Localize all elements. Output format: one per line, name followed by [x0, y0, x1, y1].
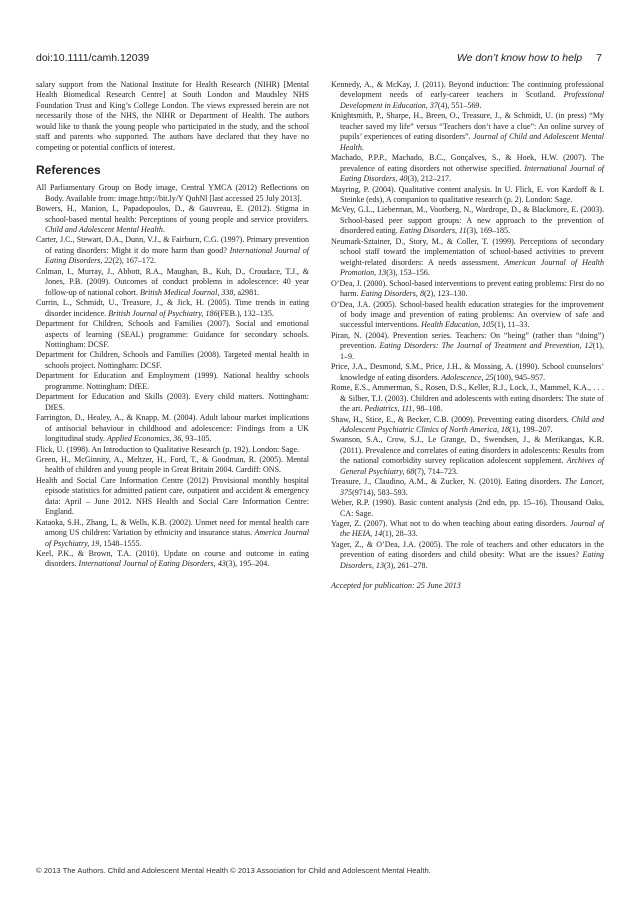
reference-journal: International Journal of Eating Disorders, 43	[78, 559, 226, 569]
reference-item	[36, 549, 309, 570]
reference-item	[36, 298, 309, 319]
reference-pages: .	[162, 224, 165, 234]
reference-journal: Eating Disorders, 11	[399, 226, 467, 236]
reference-item	[331, 362, 604, 383]
reference-item	[331, 80, 604, 111]
reference-item	[36, 518, 309, 549]
reference-pages: (7), 714–723.	[414, 466, 459, 476]
reference-list-right	[331, 80, 604, 571]
reference-text: O’Dea, J. (2000). School-based interventions to prevent eating problems: First do no harm.	[331, 278, 604, 299]
reference-item	[331, 498, 604, 519]
reference-text: Price, J.A., Desmond, S.M., Price, J.H., & Mossing, A. (1990). School counselors’ knowledge of eating disorders.	[331, 362, 604, 382]
reference-text: Department for Children, Schools and Families (2008). Targeted mental health in schools project. Nottingham: DCSF.	[36, 350, 309, 370]
reference-item	[36, 413, 309, 444]
reference-item	[331, 185, 604, 206]
right-column	[331, 80, 604, 592]
reference-item	[36, 183, 309, 204]
reference-item	[36, 445, 309, 455]
reference-pages: , 98–108.	[412, 404, 443, 414]
reference-journal: Child and Adolescent Mental Health	[45, 224, 163, 234]
reference-journal: Journal of the HEIA, 14	[340, 519, 604, 539]
reference-text: Keel, P.K., & Brown, T.A. (2010). Update on course and outcome in eating disorders.	[36, 549, 309, 569]
reference-item	[331, 540, 604, 571]
reference-text: Kataoka, S.H., Zhang, L, & Wells, K.B. (2002). Unmet need for mental health care among US children: Variation by ethnicity and insurance status.	[36, 517, 309, 538]
reference-journal: America Journal of Psychiatry, 19	[45, 528, 309, 548]
reference-text: Piran, N. (2004). Prevention series. Teachers: On “being” (rather than “doing”) prevention.	[331, 330, 604, 351]
reference-text: Yager, Z. (2007). What not to do when teaching about eating disorders.	[331, 519, 570, 529]
reference-item	[36, 371, 309, 392]
reference-journal: International Journal of Eating Disorders, 40	[340, 163, 604, 184]
reference-item	[36, 455, 309, 476]
reference-text: Farrington, D., Healey, A., & Knapp, M. (2004). Adult labour market implications of antisocial behaviour in childhood and adolescence: Findings from a UK longitudinal study.	[36, 413, 309, 444]
reference-text: Flick, U. (1998). An Introduction to Qualitative Research (p. 192). London: Sage.	[36, 444, 300, 454]
left-column	[36, 80, 309, 570]
reference-text: Treasure, J., Claudino, A.M., & Zucker, N. (2010). Eating disorders.	[331, 477, 565, 487]
reference-journal: Eating Disorders, 8	[360, 289, 424, 299]
reference-journal: American Journal of Health Promotion, 13	[340, 257, 605, 278]
reference-text: Weber, R.P. (1990). Basic content analysis (2nd edn, pp. 15–16). Thousand Oaks, CA: Sage.	[331, 498, 604, 518]
reference-item	[331, 300, 604, 331]
reference-journal: Eating Disorders, 13	[340, 550, 604, 570]
accepted-date: Accepted for publication: 25 June 2013	[331, 581, 461, 591]
reference-pages: (3), 212–217.	[407, 174, 452, 184]
reference-pages: (100), 945–957.	[493, 372, 546, 382]
reference-text: Shaw, H., Stice, E., & Becker, C.B. (2009). Preventing eating disorders.	[331, 414, 572, 424]
reference-item	[331, 519, 604, 540]
reference-pages: (3), 153–156.	[386, 268, 430, 278]
reference-journal: Pediatrics, 111	[364, 404, 413, 414]
reference-pages: , 93–105.	[181, 434, 212, 444]
reference-pages: (1), 199–207.	[509, 424, 553, 434]
reference-pages: (2), 123–130.	[423, 289, 468, 299]
reference-text: Health and Social Care Information Centre (2012) Provisional monthly hospital episode statistics for admitted patient care, outpatient and accident & emergency data: April – June 2012. NHS Health and Social Care Information Centre: England.	[36, 475, 309, 517]
reference-text: Kennedy, A., & McKay, J. (2011). Beyond induction: The continuing professional development needs of early-career teachers in Scotland.	[331, 80, 604, 100]
reference-journal: Eating Disorders: The Journal of Treatment and Prevention, 12	[379, 341, 593, 351]
running-title: We don’t know how to help	[456, 52, 583, 64]
reference-pages: (1), 28–33.	[382, 529, 418, 539]
reference-text: Swanson, S.A., Crow, S.J., Le Grange, D., Swendsen, J., & Merikangas, K.R. (2011). Prevalence and correlates of eating disorders in adolescents: Results from the national comorbidity survey replication adolescent supplement.	[331, 435, 604, 466]
reference-journal: International Journal of Eating Disorders, 22	[45, 245, 309, 266]
reference-journal: Journal of Child and Adolescent Mental Health	[340, 132, 604, 152]
reference-pages: (1), 11–33.	[494, 320, 530, 330]
reference-pages: (2), 167–172.	[112, 256, 157, 266]
reference-text: Neumark-Sztainer, D., Story, M., & Coller, T. (1999). Perceptions of secondary school staff toward the implementation of school-based activities to prevent weight-related disorders: A needs assessment.	[331, 236, 604, 267]
doi-text: doi:10.1111/camh.12039	[36, 52, 150, 64]
reference-pages: (3), 169–185.	[466, 226, 511, 236]
reference-item	[36, 476, 309, 518]
page-header	[36, 52, 602, 66]
reference-text: Machado, P.P.P., Machado, B.C., Gonçalves, S., & Hoek, H.W. (2007). The prevalence of eating disorders not otherwise specified.	[331, 153, 604, 173]
reference-text: Mayring, P. (2004). Qualitative content analysis. In U. Flick, E. von Kardoff & I. Steinke (eds), A companion to qualitative research (p. 2). London: Sage.	[331, 184, 604, 204]
reference-pages: (4), 551–569.	[437, 100, 482, 110]
reference-text: McVey, G.L., Lieberman, M., Voorberg, N., Wardrope, D., & Blackmore, E. (2003). School-based peer support groups: A new approach to the prevention of disordered eating.	[331, 205, 604, 236]
reference-text: Department for Children, Schools and Families (2007). Social and emotional aspects of learning (SEAL) programme: Guidance for secondary schools. Nottingham: DCSF.	[36, 319, 309, 349]
copyright-footer: © 2013 The Authors. Child and Adolescent Mental Health © 2013 Association for Child and Adolescent Mental Health.	[36, 866, 431, 875]
reference-item	[331, 477, 604, 498]
reference-journal: The Lancet, 375	[340, 477, 604, 497]
reference-item	[331, 153, 604, 184]
reference-pages: , 1548–1555.	[99, 538, 142, 548]
reference-text: Department for Education and Employment (1999). National healthy schools programme. Nottingham: DfEE.	[36, 371, 309, 391]
reference-text: Green, H., McGinnity, A., Meltzer, H., Ford, T., & Goodman, R. (2005). Mental health of children and young people in Great Britain 2004. Cardiff: ONS.	[36, 454, 309, 475]
reference-text: Department for Education and Skills (2003). Every child matters. Nottingham: DfES.	[36, 392, 309, 412]
reference-item	[331, 279, 604, 300]
reference-pages: (9714), 583–593.	[352, 487, 408, 497]
header-right	[457, 52, 602, 64]
reference-text: Carter, J.C., Stewart, D.A., Dunn, V.J., & Fairburn, C.G. (1997). Primary prevention of eating disorders: Might it do more harm than good?	[36, 235, 309, 255]
reference-item	[36, 204, 309, 235]
reference-pages: .	[361, 142, 364, 152]
reference-item	[331, 415, 604, 436]
reference-item	[331, 435, 604, 477]
page-number: 7	[596, 52, 602, 64]
references-heading: References	[36, 163, 101, 178]
reference-journal: Archives of General Psychiatry, 68	[340, 456, 605, 476]
reference-text: Colman, I., Murray, J., Abbott, R.A., Maughan, B., Kuh, D., Croudace, T.J., & Jones, P.B. (2009). Outcomes of conduct problems in adolescence: 40 year follow-up of national cohort.	[36, 266, 309, 297]
reference-pages: (FEB.), 132–135.	[217, 308, 274, 318]
reference-item	[36, 235, 309, 266]
reference-pages: , a2981.	[233, 287, 260, 297]
reference-journal: Child and Adolescent Psychiatric Clinics of North America, 18	[340, 414, 604, 434]
reference-journal: Applied Economics, 36	[106, 434, 182, 444]
reference-journal: Professional Development in Education, 37	[340, 90, 604, 110]
reference-item	[36, 267, 309, 298]
reference-text: All Parliamentary Group on Body image, Central YMCA (2012) Reflections on Body. Available from: image.http://bit.ly/Y QuhNl [last accessed 25 July 2013].	[36, 183, 309, 203]
reference-item	[331, 331, 604, 362]
reference-item	[331, 111, 604, 153]
reference-item	[36, 392, 309, 413]
reference-journal: Health Education, 105	[421, 320, 495, 330]
reference-text: Bowers, H., Manion, I., Papadopoulos, D., & Gauvreau, E. (2012). Stigma in school-based mental health: Perceptions of young people and service providers.	[36, 204, 309, 224]
reference-pages: (3), 261–278.	[383, 560, 428, 570]
reference-text: Knightsmith, P., Sharpe, H., Breen, O., Treasure, J., & Schmidt, U. (in press) “My teacher saved my life” versus “Teachers don’t have a clue”: An online survey of pupils’ experiences of eating disorders”.	[331, 111, 604, 142]
acknowledgement-paragraph: salary support from the National Institute for Health Research (NIHR) [Mental Health Biomedical Research Centre] at South London and Maudsley NHS Foundation Trust and King’s College London. The views expressed herein are not necessarily those of the NHS, the NIHR or Department of Health. The authors would like to thank the young people who participated in the study, and the school staff and parents who supported. The authors have declared that they have no competing or potential conflicts of interest.	[36, 80, 309, 152]
reference-item	[331, 237, 604, 279]
reference-journal: British Medical Journal, 338	[139, 287, 234, 297]
reference-text: Yager, Z., & O’Dea, J.A. (2005). The role of teachers and other educators in the prevention of eating disorders and child obesity: What are the issues?	[331, 539, 604, 560]
reference-journal: Adolescence, 25	[441, 372, 494, 382]
reference-item	[36, 319, 309, 350]
reference-text: Currin, L., Schmidt, U., Treasure, J., & Jick, H. (2005). Time trends in eating disorder incidence.	[36, 298, 309, 318]
reference-text: Rome, E.S., Ammerman, S., Rosen, D.S., Keller, R.J., Lock, J., Mammel, K.A., . . . & Silber, T.J. (2003). Children and adolescents with eating disorders: The state of the art.	[331, 383, 604, 414]
reference-pages: (1), 1–9.	[340, 341, 604, 361]
reference-item	[331, 383, 604, 414]
reference-item	[36, 350, 309, 371]
reference-item	[331, 205, 604, 236]
reference-journal: British Journal of Psychiatry, 186	[108, 308, 218, 318]
reference-text: O’Dea, J.A. (2005). School-based health education strategies for the improvement of body image and prevention of eating problems: An overview of safe and successful interventions.	[331, 299, 604, 330]
reference-list-left	[36, 183, 309, 570]
reference-pages: (3), 195–204.	[225, 559, 270, 569]
